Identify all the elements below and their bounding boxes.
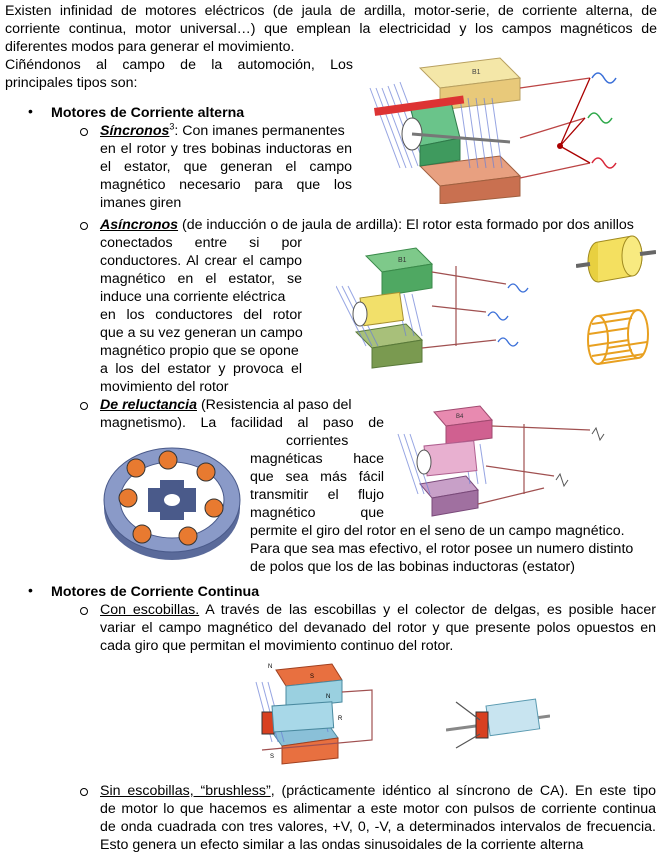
reluctancia-line-3: corrientes xyxy=(286,433,349,449)
dc-motor-figure xyxy=(242,662,376,766)
reluctancia-line-9: Para que sea mas efectivo, el rotor posee un numero distinto xyxy=(250,541,634,557)
rotor-cylinder-figure xyxy=(576,230,656,286)
escobillas-line-3: cada giro que permitan el movimiento continuo del rotor. xyxy=(100,638,454,654)
sub-bullet xyxy=(80,607,88,615)
sincronos-line-1 xyxy=(100,122,352,140)
phase-wires xyxy=(520,78,590,178)
bullet-dot: • xyxy=(28,582,33,598)
asincronos-line-8: magnético propio que se opone xyxy=(100,343,299,359)
sincronos-text-1: : Con imanes permanentes xyxy=(174,123,345,139)
section-title-continua: Motores de Corriente Continua xyxy=(51,584,260,600)
sub-bullet xyxy=(80,128,88,136)
brushless-name: Sin escobillas, “brushless” xyxy=(100,783,271,799)
escobillas-name: Con escobillas. xyxy=(100,602,200,618)
reluctancia-line-7: magnético que xyxy=(250,505,384,521)
reluctancia-line-10: de polos que los de las bobinas inductoras (estator) xyxy=(250,559,575,575)
wave-blue-icon xyxy=(508,284,528,292)
sincronos-line-3: el estator, que generan el campo xyxy=(100,159,352,175)
stator-ring-figure xyxy=(102,438,242,564)
asincronos-line-3: conductores. Al crear el campo xyxy=(100,253,302,269)
pole-label: S xyxy=(310,674,315,680)
asynchronous-motor-figure xyxy=(336,236,536,376)
reluctancia-line-8: permite el giro del rotor en el seno de un campo magnético. xyxy=(250,523,625,539)
brushless-text-1: , (prácticamente idéntico al síncrono de CA). En este tipo xyxy=(270,783,656,799)
reluctance-motor-figure xyxy=(394,404,656,518)
wave-blue-icon xyxy=(498,338,518,346)
wave-green-icon xyxy=(588,113,612,123)
pole-label: S xyxy=(270,754,275,760)
wave-icon xyxy=(592,428,604,440)
coil-label: B4 xyxy=(456,414,464,420)
reluctancia-line-5: que sea más fácil xyxy=(250,469,384,485)
asincronos-line-7: que a su vez generan un campo xyxy=(100,325,303,341)
asincronos-line-5: induce una corriente eléctrica xyxy=(100,289,286,305)
brushless-line-1 xyxy=(100,782,656,800)
pole-label: N xyxy=(268,664,273,670)
coil-label: B1 xyxy=(472,69,481,76)
intro-line-1: Existen infinidad de motores eléctricos (de jaula de ardilla, motor-serie, de corriente alterna, de xyxy=(5,3,657,19)
pole-label: N xyxy=(326,694,331,700)
asincronos-line-9: a los del estator y provoca el xyxy=(100,361,302,377)
escobillas-line-1 xyxy=(100,601,656,619)
intro-line-5: principales tipos son: xyxy=(5,75,138,91)
bullet-dot: • xyxy=(28,103,33,119)
escobillas-line-2: variar el campo magnético del devanado del rotor y que presente polos opuestos en xyxy=(100,620,656,636)
brushless-line-4: Esto genera un efecto similar a las ondas sinusoidales de la corriente alterna xyxy=(100,837,584,853)
asincronos-line-6: en los conductores del rotor xyxy=(100,307,302,323)
section-title-alterna: Motores de Corriente alterna xyxy=(51,105,245,121)
asincronos-line-4: magnético en el estator, se xyxy=(100,271,302,287)
brushless-line-2: de motor lo que hacemos es alimentar a este motor con pulsos de corriente continua xyxy=(100,801,656,817)
sincronos-name: Síncronos xyxy=(100,123,170,139)
reluctancia-line-4: magnéticas hace xyxy=(250,451,384,467)
brushless-line-3: de onda cuadrada con tres valores, +V, 0, -V, a determinados intervalos de frecuencia. xyxy=(100,819,656,835)
reluctancia-text-1: (Resistencia al paso del xyxy=(197,397,352,413)
sincronos-line-4: magnético necesario para que los xyxy=(100,177,352,193)
reluctancia-name: De reluctancia xyxy=(100,397,197,413)
pole-label: R xyxy=(338,716,343,722)
intro-line-4: Ciñéndonos al campo de la automoción, Los xyxy=(5,57,353,73)
sincronos-footnote: 3 xyxy=(169,121,175,132)
wave-icon xyxy=(556,474,568,486)
asincronos-text-1: (de inducción o de jaula de ardilla): El rotor esta formado por dos anillos xyxy=(178,217,634,233)
reluctancia-line-6: transmitir el flujo xyxy=(250,487,384,503)
coil-label: B1 xyxy=(398,257,407,264)
squirrel-cage-figure xyxy=(584,304,654,370)
escobillas-text-1: A través de las escobillas y el colector de delgas, es posible hacer xyxy=(199,602,656,618)
reluctancia-line-1 xyxy=(100,396,384,414)
intro-paragraph xyxy=(5,2,657,38)
sincronos-line-5: imanes giren xyxy=(100,195,182,211)
asincronos-line-2: conectados entre si por xyxy=(100,235,302,251)
wave-blue-icon xyxy=(592,73,616,83)
sub-bullet xyxy=(80,402,88,410)
sincronos-line-2: en el rotor y tres bobinas inductoras en xyxy=(100,141,352,157)
wave-blue-icon xyxy=(488,312,508,320)
asincronos-line-10: movimiento del rotor xyxy=(100,379,229,395)
asincronos-line-1 xyxy=(100,216,634,234)
dc-rotor-figure xyxy=(446,690,550,756)
wave-red-icon xyxy=(592,158,616,168)
sub-bullet xyxy=(80,788,88,796)
intro-line-2: corriente continua, motor universal…) que emplean la electricidad y los campos magnéticos de xyxy=(5,21,657,37)
synchronous-motor-figure xyxy=(360,48,656,204)
intro-line-3: diferentes modos para generar el movimiento. xyxy=(5,39,295,55)
reluctancia-line-2: magnetismo). La facilidad al paso de xyxy=(100,415,384,431)
sub-bullet xyxy=(80,222,88,230)
asincronos-name: Asíncronos xyxy=(100,217,179,233)
